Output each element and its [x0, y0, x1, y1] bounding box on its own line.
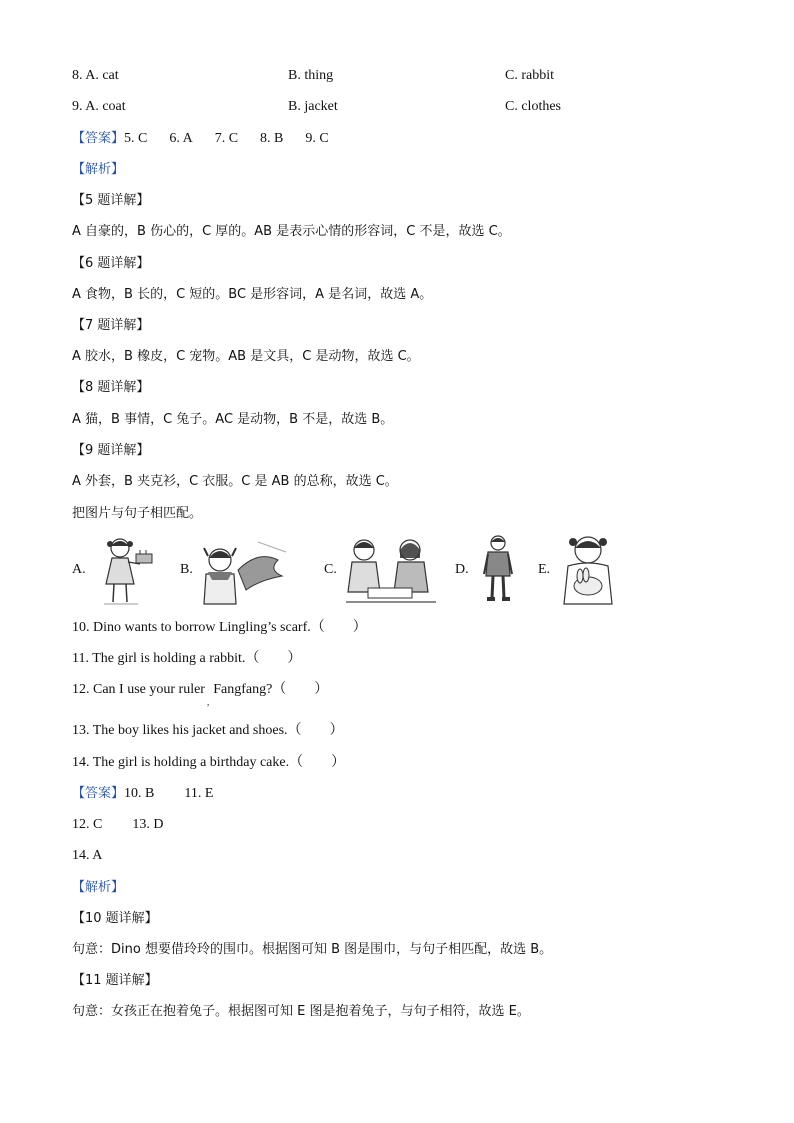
- detail-11-text: 句意：女孩正在抱着兔子。根据图可知 E 图是抱着兔子，与句子相符，故选 E。: [72, 1004, 530, 1019]
- sentence-10: 10. Dino wants to borrow Lingling’s scarf.（ ）: [72, 620, 367, 635]
- answer-5: 5. C: [124, 131, 148, 146]
- picture-label-d: D.: [455, 562, 469, 577]
- analysis-heading: 【解析】: [72, 162, 125, 177]
- answer-tag: 【答案】: [72, 131, 125, 146]
- detail-10-text: 句意：Dino 想要借玲玲的围巾。根据图可知 B 图是围巾，与句子相匹配，故选 B。: [72, 942, 553, 957]
- q9-option-c: C. clothes: [505, 99, 561, 114]
- answer-tag-2: 【答案】: [72, 786, 125, 801]
- detail-8-title: 【8 题详解】: [72, 380, 150, 395]
- answer-8: 8. B: [260, 131, 284, 146]
- question-8-options: [72, 67, 722, 85]
- detail-6-title: 【6 题详解】: [72, 256, 150, 271]
- girl-holding-rabbit-picture: [560, 532, 616, 606]
- q8-option-b: B. thing: [288, 68, 334, 83]
- answer-7: 7. C: [214, 131, 239, 146]
- sentence-11: 11. The girl is holding a rabbit.（ ）: [72, 651, 302, 666]
- girl-with-cake-picture: [98, 534, 156, 606]
- detail-6-text: A 食物，B 长的，C 短的。BC 是形容词，A 是名词，故选 A。: [72, 287, 433, 302]
- q9-option-a: 9. A. coat: [72, 99, 126, 114]
- detail-5-title: 【5 题详解】: [72, 193, 150, 208]
- sentence-12-end: Fangfang?（ ）: [213, 682, 329, 697]
- q8-option-a: 8. A. cat: [72, 68, 119, 83]
- detail-8-text: A 猫，B 事情，C 兔子。AC 是动物，B 不是，故选 B。: [72, 412, 394, 427]
- q9-option-b: B. jacket: [288, 99, 338, 114]
- sentence-13: 13. The boy likes his jacket and shoes.（ ）: [72, 723, 344, 738]
- detail-9-title: 【9 题详解】: [72, 443, 150, 458]
- picture-label-b: B.: [180, 562, 193, 577]
- sentence-12-comma: ,: [206, 697, 210, 707]
- picture-label-c: C.: [324, 562, 337, 577]
- picture-label-e: E.: [538, 562, 551, 577]
- answers-12-13: [72, 816, 163, 834]
- answer-11: 11. E: [184, 786, 214, 801]
- q8-option-c: C. rabbit: [505, 68, 554, 83]
- detail-11-title: 【11 题详解】: [72, 973, 158, 988]
- answer-9: 9. C: [305, 131, 329, 146]
- matching-instruction: 把图片与句子相匹配。: [72, 506, 203, 521]
- question-9-options: [72, 98, 722, 116]
- answers-10-11: [72, 785, 213, 803]
- boy-in-jacket-picture: [480, 534, 516, 604]
- answer-13: 13. D: [132, 817, 164, 832]
- answers-5-9: [72, 130, 329, 148]
- detail-7-text: A 胶水，B 橡皮，C 宠物。AB 是文具，C 是动物，故选 C。: [72, 349, 420, 364]
- picture-label-a: A.: [72, 562, 86, 577]
- answer-10: 10. B: [124, 786, 155, 801]
- detail-10-title: 【10 题详解】: [72, 911, 158, 926]
- answer-6: 6. A: [169, 131, 193, 146]
- detail-9-text: A 外套，B 夹克衫，C 衣服。C 是 AB 的总称，故选 C。: [72, 474, 398, 489]
- detail-5-text: A 自豪的，B 伤心的，C 厚的。AB 是表示心情的形容词，C 不是，故选 C。: [72, 224, 511, 239]
- answer-14: 14. A: [72, 848, 103, 863]
- children-with-ruler-picture: [346, 536, 436, 604]
- answer-12: 12. C: [72, 817, 103, 832]
- sentence-12-start: 12. Can I use your ruler: [72, 682, 205, 697]
- detail-7-title: 【7 题详解】: [72, 318, 150, 333]
- girl-with-scarf-picture: [198, 540, 290, 606]
- analysis-heading-2: 【解析】: [72, 880, 125, 895]
- sentence-14: 14. The girl is holding a birthday cake.（ ）: [72, 755, 346, 770]
- sentence-12: [72, 681, 329, 707]
